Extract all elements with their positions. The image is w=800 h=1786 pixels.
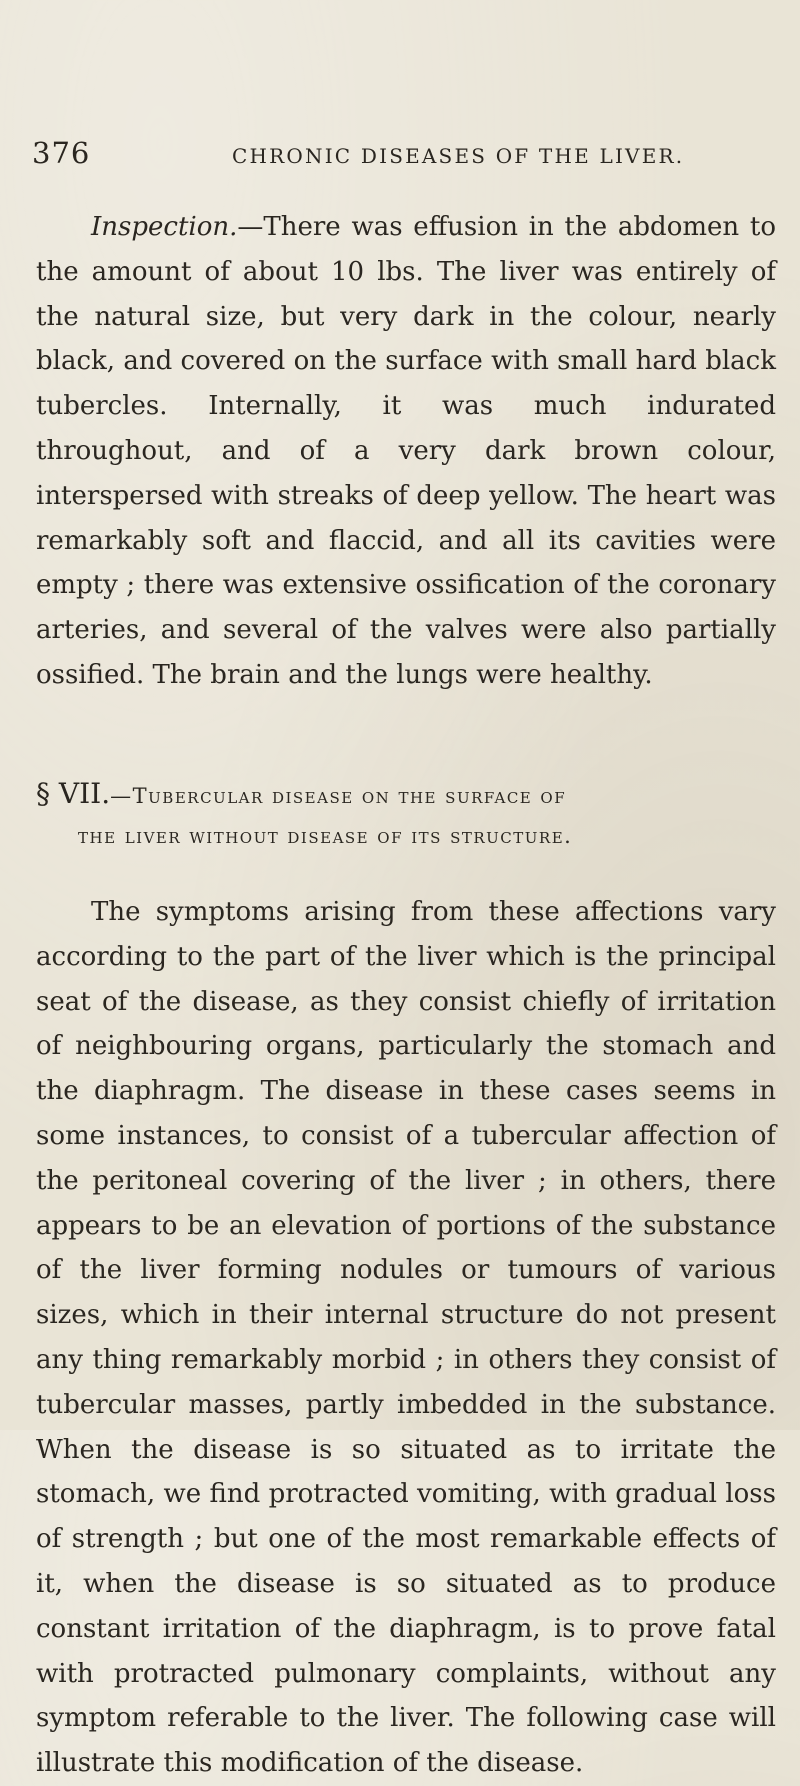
section-title-part1: —Tubercular disease on the surface of <box>110 784 567 808</box>
running-head <box>32 136 772 176</box>
inspection-lead: Inspection. <box>91 212 238 242</box>
section-heading-line-1 <box>36 774 776 816</box>
section-heading <box>36 774 776 856</box>
symptoms-paragraph-block <box>36 890 776 1786</box>
inspection-text: —There was effusion in the abdomen to the amount of about 10 lbs. The liver was entirely of the natural size, but very dark in the colour, nearly black, and covered on the surface with small hard black tubercles. Internally, it was much indurated throughout, and of a very dark brown colour, interspersed with streaks of deep yellow. The heart was remarkably soft and flaccid, and all its cavities were empty ; there was extensive ossification of the coronary arteries, and several of the valves were also partially ossified. The brain and the lungs were healthy. <box>36 212 776 690</box>
page-number: 376 <box>32 136 91 170</box>
section-mark: § VII. <box>36 777 111 810</box>
running-title: CHRONIC DISEASES OF THE LIVER. <box>232 144 685 168</box>
inspection-paragraph <box>36 205 776 698</box>
section-title-part2: the liver without disease of its structure. <box>78 824 573 848</box>
inspection-paragraph-block <box>36 205 776 698</box>
symptoms-paragraph: The symptoms arising from these affections vary according to the part of the liver which is the principal seat of the disease, as they consist chiefly of irritation of neighbouring organs, particularly the stomach and the diaphragm. The disease in these cases seems in some instances, to consist of a tubercular affection of the peritoneal covering of the liver ; in others, there appears to be an elevation of portions of the substance of the liver forming nodules or tumours of various sizes, which in their internal structure do not present any thing remarkably morbid ; in others they consist of tubercular masses, partly imbedded in the substance. When the disease is so situated as to irritate the stomach, we find protracted vomiting, with gradual loss of strength ; but one of the most remarkable effects of it, when the disease is so situated as to produce constant irritation of the diaphragm, is to prove fatal with protracted pulmonary complaints, without any symptom referable to the liver. The following case will illustrate this modification of the disease. <box>36 897 776 1779</box>
